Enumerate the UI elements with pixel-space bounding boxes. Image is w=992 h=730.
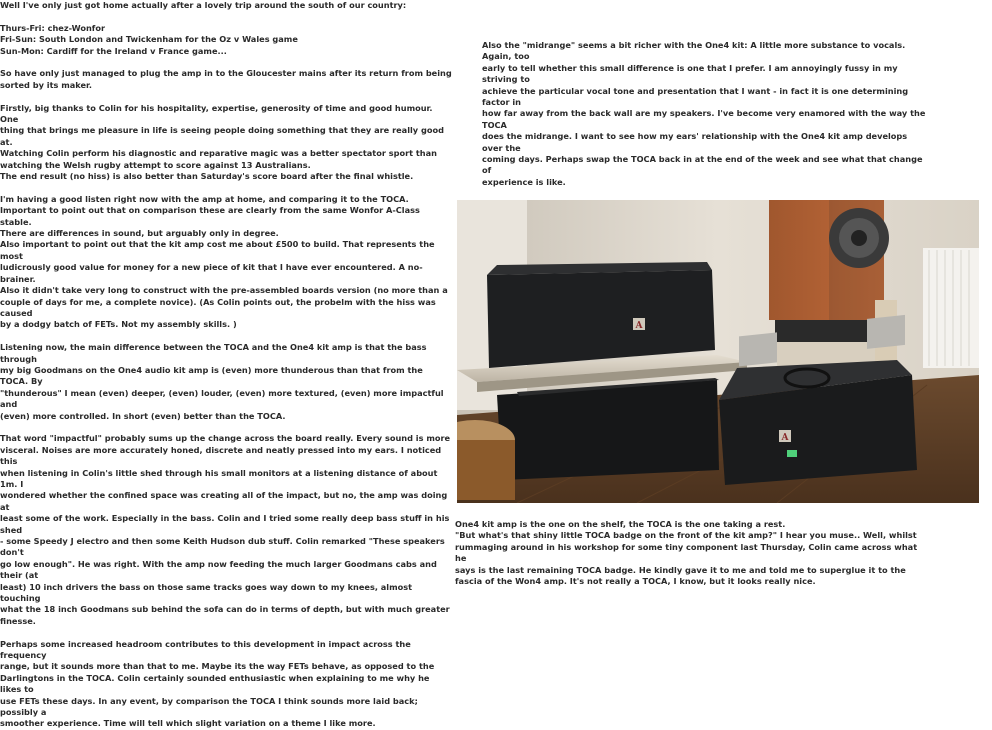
impact-paragraph: That word "impactful" probably sums up the change across the board really. Every sound is more visceral. Noises are more accurately honed, discrete and neatly pressed into my ears. I noticed this when listening in Colin's little shed through his small monitors at a listening distance of about 1m. I wondered whether the confined space was creating all of the impact, but no, the amp was doing at least some of the work. Especially in the bass. Colin and I tried some really deep bass stuff in his shed - some Speedy J electro and then some Keith Hudson dub stuff. Colin remarked "These speakers don't go low enough". He was right. With the amp now feeding the much larger Goodmans cabs and their (at least) 10 inch drivers the bass on those same tracks goes way down to my knees, almost touching what the 18 inch Goodmans sub behind the sofa can do in terms of depth, but with much greater finesse. — [0, 433, 451, 626]
headroom-paragraph: Perhaps some increased headroom contributes to this development in impact across the frequency range, but it sounds more than that to me. Maybe its the way FETs behave, as opposed to the Darlingtons in the TOCA. Colin certainly sounded enthusiastic when explaining to me why he likes to use FETs these days. In any event, by comparison the TOCA I think sounds more laid back; possibly a smoother experience. Time will tell which slight variation on a theme I like more. — [0, 638, 435, 729]
left-text-column — [0, 0, 452, 730]
right-text-bottom — [455, 519, 925, 587]
amplifier-photo — [457, 200, 979, 503]
thanks-paragraph: Firstly, big thanks to Colin for his hospitality, expertise, generosity of time and good humour. One thing that brings me pleasure in life is seeing people doing something that they are really good at. Watching Colin perform his diagnostic and reparative magic was a better spectator sport than watching the Welsh rugby attempt to score against 13 Australians. The end result (no hiss) is also better than Saturday's score board after the final whistle. — [0, 102, 444, 182]
midrange-paragraph: Also the "midrange" seems a bit richer with the One4 kit: A little more substance to vocals. Again, too early to tell whether this small difference is one that I prefer. I am annoyingly fussy in my striving to achieve the particular vocal tone and presentation that I want - in fact it is one determining factor in how far away from the back wall are my speakers. I've become very enamored with the way the TOCA does the midrange. I want to see how my ears' relationship with the One4 kit amp develops over the coming days. Perhaps swap the TOCA back in at the end of the week and see what that change of experience is like. — [482, 40, 926, 187]
right-text-top — [482, 40, 930, 188]
comparison-paragraph: I'm having a good listen right now with the amp at home, and comparing it to the TOCA. Important to point out that on comparison these are clearly from the same Wonfor A-Class stable. There are differences in sound, but arguably only in degree. Also important to point out that the kit amp cost me about £500 to build. That represents the most ludicrously good value for money for a new piece of kit that I have ever encountered. A no-brainer. Also it didn't take very long to construct with the pre-assembled boards version (no more than a couple of days for me, a complete novice). (As Colin points out, the probelm with the hiss was caused by a dodgy batch of FETs. Not my assembly skills. ) — [0, 193, 448, 330]
toca-badge: A — [781, 433, 789, 443]
caption-paragraph: One4 kit amp is the one on the shelf, the TOCA is the one taking a rest. "But what's that shiny little TOCA badge on the front of the kit amp?" I hear you muse.. Well, whilst rummaging around in his workshop for some tiny component last Thursday, Colin came across what he says is the last remaining TOCA badge. He kindly gave it to me and told me to superglue it to the fascia of the Won4 amp. It's not really a TOCA, I know, but it looks really nice. — [455, 519, 918, 587]
intro-paragraph: Well I've only just got home actually after a lovely trip around the south of our country: — [0, 0, 407, 10]
trip-itinerary: Thurs-Fri: chez-Wonfor Fri-Sun: South London and Twickenham for the Oz v Wales game Sun-Mon: Cardiff for the Ireland v France game... — [0, 22, 298, 56]
amp-return-paragraph: So have only just managed to plug the amp in to the Gloucester mains after its return from being sorted by its maker. — [0, 68, 452, 90]
kit-amp-badge: A — [635, 321, 643, 331]
bass-paragraph: Listening now, the main difference between the TOCA and the One4 kit amp is that the bass through my big Goodmans on the One4 audio kit amp is (even) more thunderous than that from the TOCA. By "thunderous" I mean (even) deeper, (even) louder, (even) more textured, (even) more impactful and (even) more controlled. In short (even) better than the TOCA. — [0, 342, 444, 421]
